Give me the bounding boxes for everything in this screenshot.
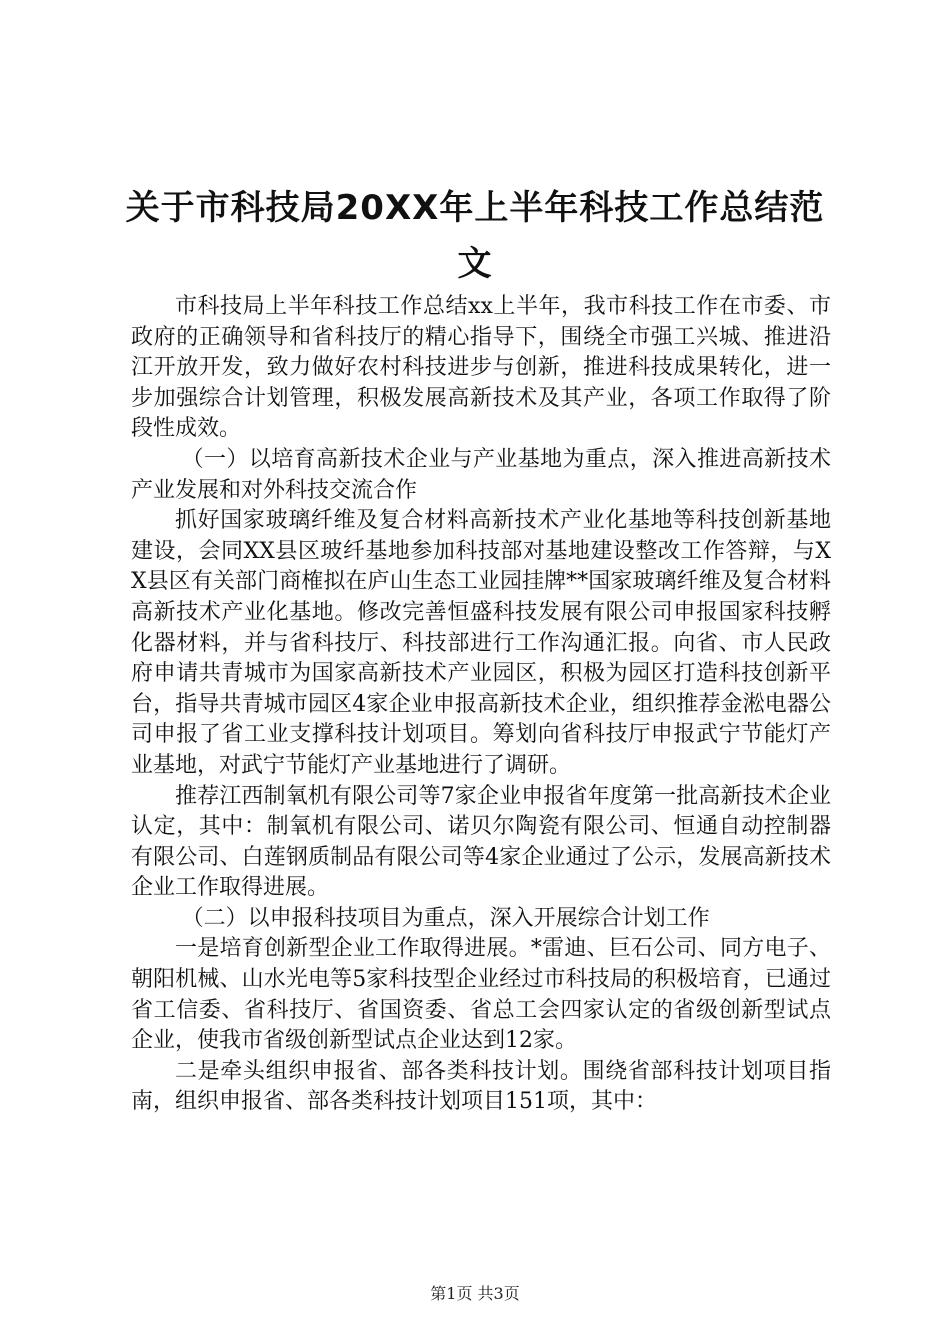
paragraph-plan-applications: 二是牵头组织申报省、部各类科技计划。围绕省部科技计划项目指南，组织申报省、部各类科技计划项目151项，其中：	[131, 1058, 831, 1115]
page-number-footer: 第1页 共3页	[430, 1284, 520, 1303]
section-heading-one: （一）以培育高新技术企业与产业基地为重点，深入推进高新技术产业发展和对外科技交流合作	[131, 446, 831, 503]
document-title: 关于市科技局20XX年上半年科技工作总结范文	[125, 188, 825, 284]
paragraph-innovation-enterprises: 一是培育创新型企业工作取得进展。*雷迪、巨石公司、同方电子、朝阳机械、山水光电等5家科技型企业经过市科技局的积极培育，已通过省工信委、省科技厅、省国资委、省总工会四家认定的省级创新型试点企业，使我市省级创新型试点企业达到12家。	[131, 936, 831, 1054]
paragraph-base-construction: 抓好国家玻璃纤维及复合材料高新技术产业化基地等科技创新基地建设，会同XX县区玻纤基地参加科技部对基地建设整改工作答辩，与XX县区有关部门商榷拟在庐山生态工业园挂牌**国家玻璃纤维及复合材料高新技术产业化基地。修改完善恒盛科技发展有限公司申报国家科技孵化器材料，并与省科技厅、科技部进行工作沟通汇报。向省、市人民政府申请共青城市为国家高新技术产业园区，积极为园区打造科技创新平台，指导共青城市园区4家企业申报高新技术企业，组织推荐金淞电器公司申报了省工业支撑科技计划项目。筹划向省科技厅申报武宁节能灯产业基地，对武宁节能灯产业基地进行了调研。	[131, 508, 831, 778]
paragraph-enterprise-recommendation: 推荐江西制氧机有限公司等7家企业申报省年度第一批高新技术企业认定，其中：制氧机有限公司、诺贝尔陶瓷有限公司、恒通自动控制器有限公司、白莲钢质制品有限公司等4家企业通过了公示，发展高新技术企业工作取得进展。	[131, 783, 831, 901]
section-heading-two: （二）以申报科技项目为重点，深入开展综合计划工作	[181, 905, 710, 931]
paragraph-intro: 市科技局上半年科技工作总结xx上半年，我市科技工作在市委、市政府的正确领导和省科技厅的精心指导下，围绕全市强工兴城、推进沿江开放开发，致力做好农村科技进步与创新，推进科技成果转化，进一步加强综合计划管理，积极发展高新技术及其产业，各项工作取得了阶段性成效。	[131, 294, 831, 442]
document-body	[131, 292, 831, 1118]
